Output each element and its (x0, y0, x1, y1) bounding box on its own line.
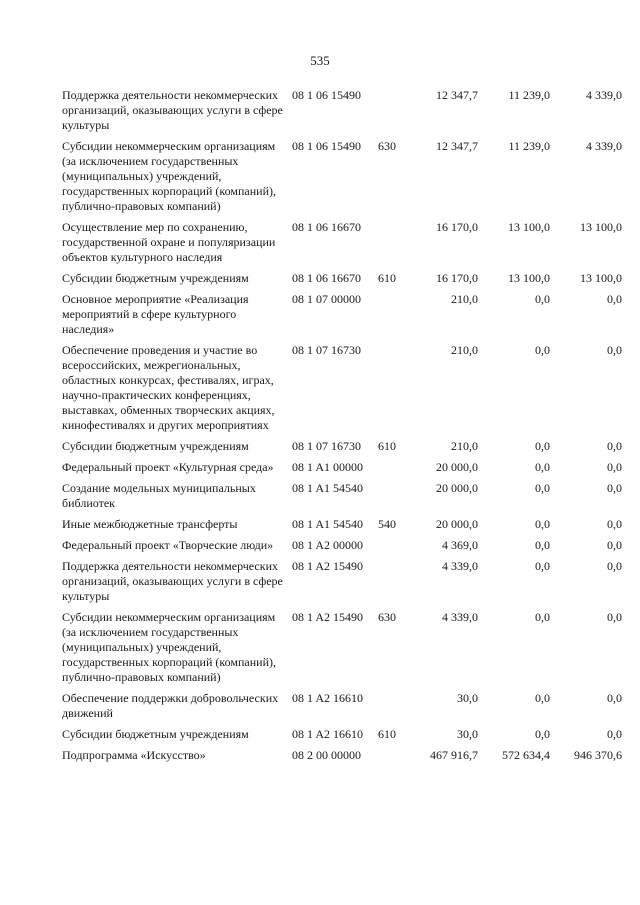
row-code: 08 1 A2 16610 (292, 691, 364, 705)
row-value-3: 13 100,0 (580, 220, 622, 234)
table-row (62, 727, 622, 742)
row-value-1: 20 000,0 (436, 481, 478, 495)
row-value-3: 13 100,0 (580, 271, 622, 285)
row-expense-type: 630 (378, 139, 396, 153)
row-value-3: 4 339,0 (586, 88, 622, 102)
table-row (62, 748, 622, 763)
table-row (62, 610, 622, 685)
row-value-2: 0,0 (535, 691, 550, 705)
row-name: Подпрограмма «Искусство» (62, 748, 206, 762)
row-value-1: 16 170,0 (436, 271, 478, 285)
row-name: Обеспечение проведения и участие во всероссийских, межрегиональных, областных конкурсах, фестивалях, играх, научно-практических конференциях, выставках, обменных творческих акциях, кинофестивалях и других мероприятиях (62, 343, 275, 432)
row-value-3: 0,0 (607, 517, 622, 531)
row-name: Обеспечение поддержки добровольческих движений (62, 691, 279, 720)
row-value-3: 0,0 (607, 292, 622, 306)
row-value-1: 4 339,0 (442, 559, 478, 573)
row-code: 08 1 06 16670 (292, 220, 361, 234)
row-value-2: 0,0 (535, 292, 550, 306)
page-number: 535 (310, 53, 330, 68)
table-row (62, 460, 622, 475)
row-name: Поддержка деятельности некоммерческих организаций, оказывающих услуги в сфере культуры (62, 88, 283, 132)
row-name: Поддержка деятельности некоммерческих организаций, оказывающих услуги в сфере культуры (62, 559, 283, 603)
row-value-2: 0,0 (535, 538, 550, 552)
row-value-3: 946 370,6 (574, 748, 622, 762)
row-name: Основное мероприятие «Реализация мероприятий в сфере культурного наследия» (62, 292, 249, 336)
row-expense-type: 610 (378, 727, 396, 741)
row-value-1: 30,0 (457, 691, 478, 705)
row-name: Субсидии некоммерческим организациям (за исключением государственных (муниципальных) учреждений, государственных корпораций (компаний), публично-правовых компаний) (62, 610, 276, 684)
row-value-1: 4 339,0 (442, 610, 478, 624)
row-code: 08 1 06 15490 (292, 139, 361, 153)
row-name: Федеральный проект «Творческие люди» (62, 538, 274, 552)
row-expense-type: 610 (378, 439, 396, 453)
table-row (62, 439, 622, 454)
row-value-1: 210,0 (451, 343, 478, 357)
table-row (62, 481, 622, 511)
row-code: 08 1 A2 15490 (292, 610, 364, 624)
row-code: 08 1 07 16730 (292, 343, 361, 357)
row-value-3: 0,0 (607, 538, 622, 552)
row-code: 08 2 00 00000 (292, 748, 361, 762)
row-code: 08 1 A1 00000 (292, 460, 364, 474)
row-name: Федеральный проект «Культурная среда» (62, 460, 274, 474)
row-value-1: 210,0 (451, 292, 478, 306)
row-value-1: 16 170,0 (436, 220, 478, 234)
row-value-1: 20 000,0 (436, 460, 478, 474)
row-value-1: 467 916,7 (430, 748, 478, 762)
row-value-3: 0,0 (607, 343, 622, 357)
row-name: Субсидии бюджетным учреждениям (62, 439, 249, 453)
row-value-3: 0,0 (607, 610, 622, 624)
row-value-2: 0,0 (535, 439, 550, 453)
row-value-3: 0,0 (607, 460, 622, 474)
row-value-2: 0,0 (535, 481, 550, 495)
row-code: 08 1 A1 54540 (292, 517, 364, 531)
row-value-2: 13 100,0 (508, 220, 550, 234)
row-code: 08 1 A2 15490 (292, 559, 364, 573)
row-code: 08 1 06 16670 (292, 271, 361, 285)
table-row (62, 220, 622, 265)
row-code: 08 1 A2 16610 (292, 727, 364, 741)
row-expense-type: 630 (378, 610, 396, 624)
row-value-2: 13 100,0 (508, 271, 550, 285)
row-value-3: 0,0 (607, 727, 622, 741)
row-value-2: 0,0 (535, 517, 550, 531)
row-value-3: 0,0 (607, 481, 622, 495)
row-value-2: 11 239,0 (508, 139, 550, 153)
table-row (62, 691, 622, 721)
row-value-2: 11 239,0 (508, 88, 550, 102)
table-row (62, 538, 622, 553)
table-row (62, 517, 622, 532)
row-name: Создание модельных муниципальных библиотек (62, 481, 256, 510)
row-code: 08 1 A1 54540 (292, 481, 364, 495)
row-value-2: 0,0 (535, 343, 550, 357)
row-value-3: 0,0 (607, 559, 622, 573)
row-value-2: 0,0 (535, 610, 550, 624)
row-value-1: 210,0 (451, 439, 478, 453)
table-row (62, 292, 622, 337)
row-value-2: 572 634,4 (502, 748, 550, 762)
row-value-3: 4 339,0 (586, 139, 622, 153)
row-value-1: 30,0 (457, 727, 478, 741)
row-code: 08 1 07 00000 (292, 292, 361, 306)
row-code: 08 1 07 16730 (292, 439, 361, 453)
row-expense-type: 540 (378, 517, 396, 531)
row-value-2: 0,0 (535, 559, 550, 573)
row-expense-type: 610 (378, 271, 396, 285)
table-row (62, 343, 622, 433)
row-value-1: 12 347,7 (436, 88, 478, 102)
row-name: Субсидии бюджетным учреждениям (62, 271, 249, 285)
row-value-3: 0,0 (607, 691, 622, 705)
table-row (62, 139, 622, 214)
row-value-3: 0,0 (607, 439, 622, 453)
table-row (62, 88, 622, 133)
row-name: Иные межбюджетные трансферты (62, 517, 238, 531)
row-code: 08 1 06 15490 (292, 88, 361, 102)
row-value-1: 4 369,0 (442, 538, 478, 552)
row-value-2: 0,0 (535, 460, 550, 474)
row-name: Субсидии бюджетным учреждениям (62, 727, 249, 741)
row-value-1: 20 000,0 (436, 517, 478, 531)
row-name: Осуществление мер по сохранению, государственной охране и популяризации объектов культурного наследия (62, 220, 276, 264)
row-value-2: 0,0 (535, 727, 550, 741)
row-code: 08 1 A2 00000 (292, 538, 364, 552)
row-value-1: 12 347,7 (436, 139, 478, 153)
row-name: Субсидии некоммерческим организациям (за исключением государственных (муниципальных) учреждений, государственных корпораций (компаний), публично-правовых компаний) (62, 139, 276, 213)
table-row (62, 559, 622, 604)
table-row (62, 271, 622, 286)
budget-table (62, 88, 622, 769)
